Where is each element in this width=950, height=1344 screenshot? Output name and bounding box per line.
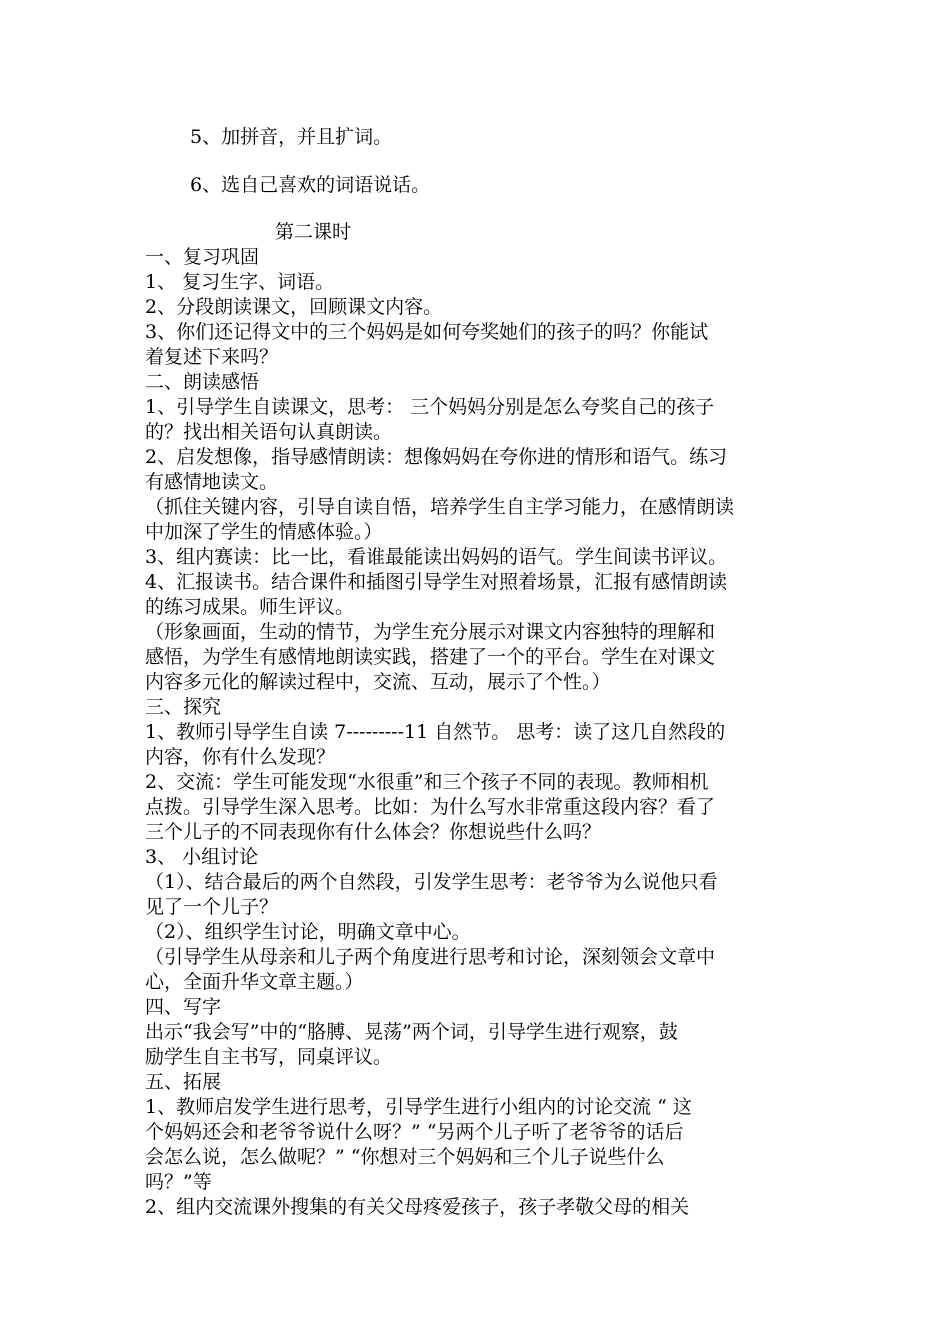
text-line: 有感情地读文。 xyxy=(145,471,279,493)
text-line: 1、 复习生字、词语。 xyxy=(145,271,335,293)
text-line: 见了一个儿子？ xyxy=(145,896,279,918)
text-line: 感悟，为学生有感情地朗读实践，搭建了一个的平台。学生在对课文 xyxy=(145,646,716,668)
text-line: 1、教师引导学生自读 7---------11 自然节。 思考：读了这几自然段的 xyxy=(145,721,726,743)
text-line: 2、启发想像，指导感情朗读：想像妈妈在夸你进的情形和语气。练习 xyxy=(145,446,728,468)
text-line: 三、探究 xyxy=(145,696,222,718)
text-line: 的练习成果。师生评议。 xyxy=(145,596,355,618)
text-line: 2、交流：学生可能发现“水很重”和三个孩子不同的表现。教师相机 xyxy=(145,771,709,793)
text-line: 1、教师启发学生进行思考，引导学生进行小组内的讨论交流 “ 这 xyxy=(145,1096,692,1118)
text-line: 会怎么说，怎么做呢？” “你想对三个妈妈和三个儿子说些什么 xyxy=(145,1146,665,1168)
text-line: （1）、结合最后的两个自然段，引发学生思考：老爷爷为么说他只看 xyxy=(145,871,718,893)
text-line: 2、组内交流课外搜集的有关父母疼爱孩子，孩子孝敬父母的相关 xyxy=(145,1196,690,1218)
text-line: 个妈妈还会和老爷爷说什么呀？” “另两个儿子听了老爷爷的话后 xyxy=(145,1121,684,1143)
text-line: （抓住关键内容，引导自读自悟，培养学生自主学习能力，在感情朗读 xyxy=(145,496,735,518)
text-line: 3、组内赛读：比一比，看谁最能读出妈妈的语气。学生间读书评议。 xyxy=(145,546,728,568)
text-line: 3、你们还记得文中的三个妈妈是如何夸奖她们的孩子的吗？你能试 xyxy=(145,321,709,343)
text-line: 二、朗读感悟 xyxy=(145,371,260,393)
text-line: 着复述下来吗？ xyxy=(145,346,279,368)
text-line: 四、写字 xyxy=(145,996,222,1018)
text-line: 中加深了学生的情感体验。） xyxy=(145,521,383,543)
text-line: 点拨。引导学生深入思考。比如：为什么写水非常重这段内容？看了 xyxy=(145,796,716,818)
text-line: 心，全面升华文章主题。） xyxy=(145,971,364,993)
text-line: 的？找出相关语句认真朗读。 xyxy=(145,421,393,443)
text-line: 4、汇报读书。结合课件和插图引导学生对照着场景，汇报有感情朗读 xyxy=(145,571,728,593)
text-line: （引导学生从母亲和儿子两个角度进行思考和讨论，深刻领会文章中 xyxy=(145,946,716,968)
text-line: 三个儿子的不同表现你有什么体会？你想说些什么吗？ xyxy=(145,821,602,843)
section-heading: 第二课时 xyxy=(275,221,352,243)
text-line: 6、选自己喜欢的词语说话。 xyxy=(190,174,431,196)
text-line: 五、拓展 xyxy=(145,1071,222,1093)
text-line: 5、加拼音，并且扩词。 xyxy=(190,126,393,148)
text-line: 3、 小组讨论 xyxy=(145,846,259,868)
text-line: 励学生自主书写，同桌评议。 xyxy=(145,1046,393,1068)
text-line: （2）、组织学生讨论，明确文章中心。 xyxy=(145,921,471,943)
text-line: 吗？”等 xyxy=(145,1171,212,1193)
text-line: 内容，你有什么发现？ xyxy=(145,746,336,768)
text-line: （形象画面，生动的情节，为学生充分展示对课文内容独特的理解和 xyxy=(145,621,716,643)
text-line: 1、引导学生自读课文，思考： 三个妈妈分别是怎么夸奖自己的孩子 xyxy=(145,396,715,418)
text-line: 2、分段朗读课文，回顾课文内容。 xyxy=(145,296,443,318)
text-line: 出示“我会写”中的“胳膊、晃荡”两个词，引导学生进行观察，鼓 xyxy=(145,1021,678,1043)
text-line: 内容多元化的解读过程中，交流、互动，展示了个性。） xyxy=(145,671,611,693)
text-line: 一、复习巩固 xyxy=(145,246,260,268)
